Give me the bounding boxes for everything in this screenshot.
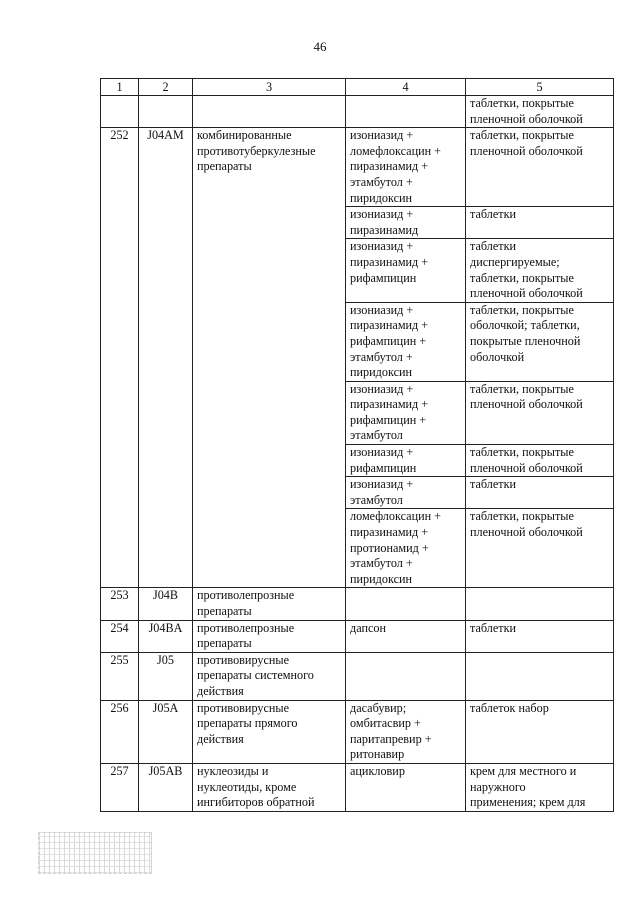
- header-row: [101, 79, 614, 96]
- substance-name: дасабувир; омбитасвир + паритапревир + ритонавир: [346, 700, 466, 763]
- dosage-form: таблетки, покрытые пленочной оболочкой: [466, 96, 614, 128]
- table-row: [101, 700, 614, 763]
- column-header-3: 3: [193, 79, 346, 96]
- substance-name: изониазид + пиразинамид + рифампицин: [346, 239, 466, 302]
- column-header-4: 4: [346, 79, 466, 96]
- substance-name: ломефлоксацин + пиразинамид + протионамид + этамбутол + пиридоксин: [346, 509, 466, 588]
- dosage-form: таблеток набор: [466, 700, 614, 763]
- dosage-form: таблетки, покрытые пленочной оболочкой: [466, 128, 614, 207]
- row-number: [101, 96, 139, 128]
- substance-name: [346, 652, 466, 700]
- substance-name: ацикловир: [346, 763, 466, 811]
- substance-name: изониазид + пиразинамид: [346, 207, 466, 239]
- atc-code: [139, 96, 193, 128]
- group-name: противолепрозные препараты: [193, 588, 346, 620]
- column-header-2: 2: [139, 79, 193, 96]
- table-row: [101, 652, 614, 700]
- atc-code: J04B: [139, 588, 193, 620]
- group-name: комбинированные противотуберкулезные препараты: [193, 128, 346, 588]
- atc-code: J05A: [139, 700, 193, 763]
- row-number: 256: [101, 700, 139, 763]
- table-row: [101, 588, 614, 620]
- group-name: [193, 96, 346, 128]
- scan-stamp-mark: [38, 832, 152, 874]
- row-number: 257: [101, 763, 139, 811]
- atc-code: J05AB: [139, 763, 193, 811]
- group-name: противовирусные препараты прямого действия: [193, 700, 346, 763]
- row-number: 255: [101, 652, 139, 700]
- atc-code: J04AM: [139, 128, 193, 588]
- dosage-form: [466, 588, 614, 620]
- substance-name: [346, 96, 466, 128]
- substance-name: изониазид + пиразинамид + рифампицин + этамбутол: [346, 381, 466, 444]
- substance-name: изониазид + рифампицин: [346, 445, 466, 477]
- atc-code: J04BA: [139, 620, 193, 652]
- substance-name: дапсон: [346, 620, 466, 652]
- row-number: 252: [101, 128, 139, 588]
- table-row: [101, 128, 614, 207]
- table-row: [101, 763, 614, 811]
- dosage-form: таблетки: [466, 620, 614, 652]
- dosage-form: таблетки диспергируемые; таблетки, покрытые пленочной оболочкой: [466, 239, 614, 302]
- dosage-form: таблетки: [466, 207, 614, 239]
- column-header-5: 5: [466, 79, 614, 96]
- dosage-form: таблетки, покрытые пленочной оболочкой: [466, 381, 614, 444]
- dosage-form: таблетки, покрытые оболочкой; таблетки, покрытые пленочной оболочкой: [466, 302, 614, 381]
- medication-table: [100, 78, 614, 812]
- dosage-form: крем для местного и наружного применения; крем для: [466, 763, 614, 811]
- dosage-form: [466, 652, 614, 700]
- column-header-1: 1: [101, 79, 139, 96]
- group-name: нуклеозиды и нуклеотиды, кроме ингибиторов обратной: [193, 763, 346, 811]
- dosage-form: таблетки, покрытые пленочной оболочкой: [466, 445, 614, 477]
- table-row: [101, 96, 614, 128]
- table-row: [101, 620, 614, 652]
- dosage-form: таблетки, покрытые пленочной оболочкой: [466, 509, 614, 588]
- substance-name: изониазид + ломефлоксацин + пиразинамид + этамбутол + пиридоксин: [346, 128, 466, 207]
- row-number: 254: [101, 620, 139, 652]
- substance-name: изониазид + этамбутол: [346, 477, 466, 509]
- dosage-form: таблетки: [466, 477, 614, 509]
- group-name: противолепрозные препараты: [193, 620, 346, 652]
- row-number: 253: [101, 588, 139, 620]
- page-number: 46: [313, 39, 327, 54]
- substance-name: [346, 588, 466, 620]
- substance-name: изониазид + пиразинамид + рифампицин + этамбутол + пиридоксин: [346, 302, 466, 381]
- atc-code: J05: [139, 652, 193, 700]
- group-name: противовирусные препараты системного действия: [193, 652, 346, 700]
